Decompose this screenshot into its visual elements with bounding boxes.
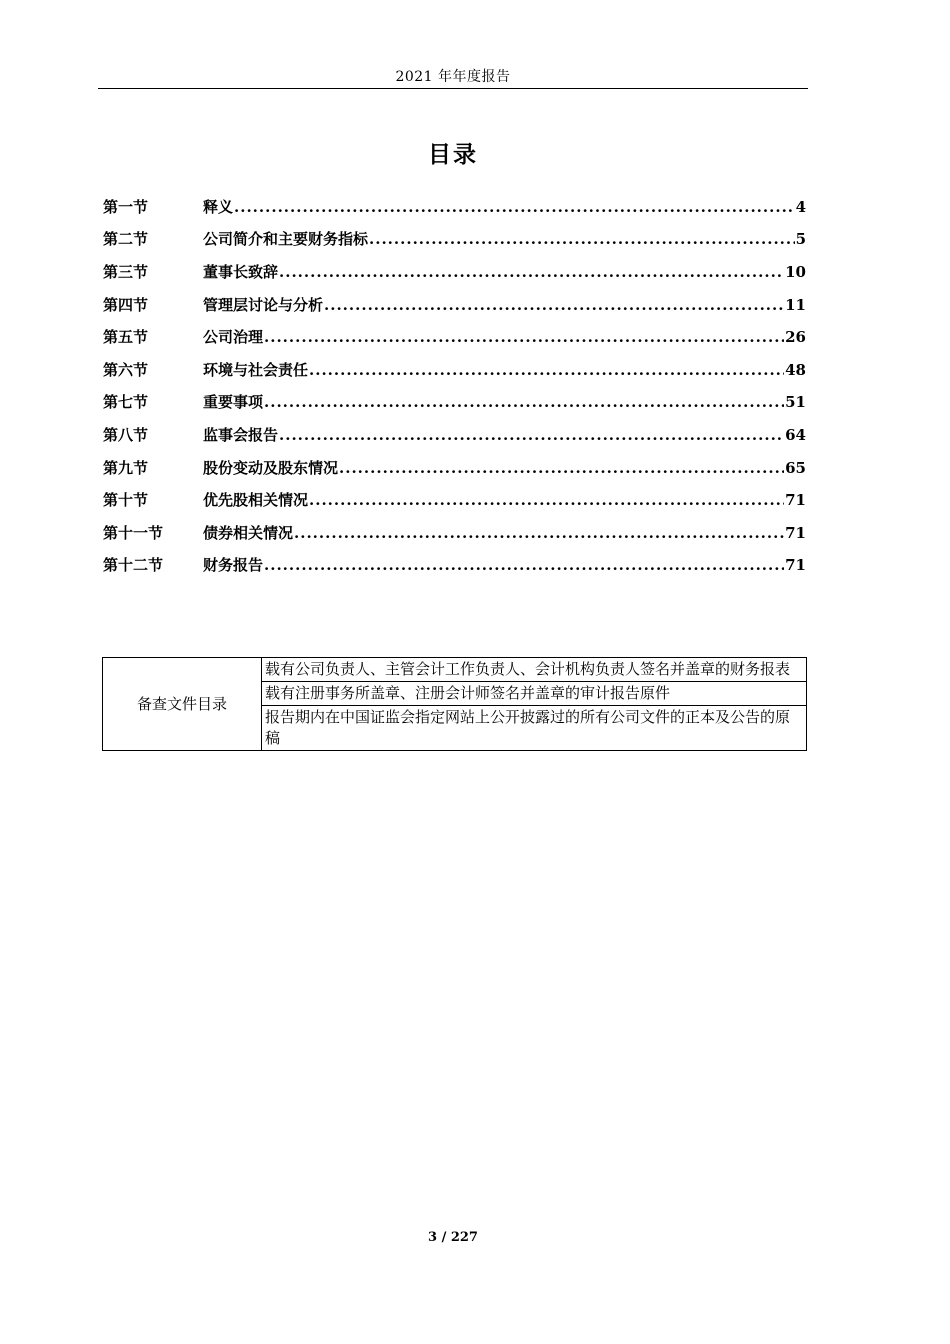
- toc-section-number: 第八节: [103, 425, 149, 444]
- toc-section-number: 第十二节: [103, 556, 164, 575]
- toc-section-name: 董事长致辞: [203, 262, 279, 281]
- toc-page-number: 11: [785, 295, 806, 314]
- header-divider: [98, 88, 808, 89]
- toc-page-number: 71: [785, 491, 806, 510]
- toc-page-number: 51: [785, 393, 806, 412]
- toc-entry[interactable]: [103, 386, 806, 419]
- toc-leader-dots: [234, 198, 795, 216]
- toc-page-number: 64: [785, 425, 806, 444]
- toc-page-number: 65: [785, 458, 806, 477]
- toc-section-name: 环境与社会责任: [203, 360, 309, 379]
- toc-page-number: 26: [785, 328, 806, 347]
- toc-leader-dots: [294, 524, 784, 542]
- table-of-contents: [103, 190, 806, 581]
- toc-leader-dots: [264, 556, 784, 574]
- toc-leader-dots: [339, 459, 784, 477]
- toc-section-name: 公司简介和主要财务指标: [203, 230, 369, 249]
- toc-page-number: 71: [785, 556, 806, 575]
- toc-entry[interactable]: [103, 418, 806, 451]
- toc-page-number: 48: [785, 360, 806, 379]
- toc-page-number: 10: [785, 262, 806, 281]
- toc-entry[interactable]: [103, 549, 806, 582]
- toc-section-name: 财务报告: [203, 556, 264, 575]
- toc-section-number: 第十节: [103, 491, 149, 510]
- reference-document-item: 载有注册事务所盖章、注册会计师签名并盖章的审计报告原件: [262, 682, 807, 706]
- toc-section-name: 重要事项: [203, 393, 264, 412]
- toc-entry[interactable]: [103, 516, 806, 549]
- toc-entry[interactable]: [103, 255, 806, 288]
- reference-document-item: 报告期内在中国证监会指定网站上公开披露过的所有公司文件的正本及公告的原稿: [262, 706, 807, 751]
- page-header: 2021 年年度报告: [395, 69, 511, 85]
- toc-entry[interactable]: [103, 223, 806, 256]
- toc-title: 目录: [428, 141, 478, 168]
- toc-page-number: 5: [795, 230, 806, 249]
- toc-section-number: 第三节: [103, 262, 149, 281]
- toc-section-name: 管理层讨论与分析: [203, 295, 324, 314]
- toc-leader-dots: [279, 263, 784, 281]
- table-row: [103, 658, 807, 682]
- toc-entry[interactable]: [103, 483, 806, 516]
- toc-leader-dots: [324, 296, 784, 314]
- toc-entry[interactable]: [103, 288, 806, 321]
- toc-leader-dots: [279, 426, 784, 444]
- toc-section-number: 第一节: [103, 197, 149, 216]
- toc-page-number: 4: [795, 197, 806, 216]
- toc-section-number: 第五节: [103, 328, 149, 347]
- toc-section-number: 第七节: [103, 393, 149, 412]
- reference-document-item: 载有公司负责人、主管会计工作负责人、会计机构负责人签名并盖章的财务报表: [262, 658, 807, 682]
- toc-leader-dots: [309, 491, 784, 509]
- toc-section-number: 第二节: [103, 230, 149, 249]
- toc-entry[interactable]: [103, 353, 806, 386]
- reference-documents-table: [102, 657, 807, 751]
- toc-entry[interactable]: [103, 320, 806, 353]
- toc-section-name: 股份变动及股东情况: [203, 458, 339, 477]
- toc-section-number: 第六节: [103, 360, 149, 379]
- toc-section-name: 公司治理: [203, 328, 264, 347]
- toc-section-number: 第十一节: [103, 523, 164, 542]
- page-number: 3 / 227: [428, 1230, 478, 1245]
- toc-section-name: 债券相关情况: [203, 523, 294, 542]
- toc-entry[interactable]: [103, 190, 806, 223]
- toc-section-name: 释义: [203, 197, 234, 216]
- toc-leader-dots: [309, 361, 784, 379]
- toc-page-number: 71: [785, 523, 806, 542]
- toc-leader-dots: [369, 230, 795, 248]
- toc-entry[interactable]: [103, 451, 806, 484]
- toc-section-name: 监事会报告: [203, 425, 279, 444]
- toc-leader-dots: [264, 328, 784, 346]
- toc-section-number: 第九节: [103, 458, 149, 477]
- toc-section-number: 第四节: [103, 295, 149, 314]
- toc-leader-dots: [264, 393, 784, 411]
- reference-documents-label: 备查文件目录: [103, 658, 262, 751]
- toc-section-name: 优先股相关情况: [203, 491, 309, 510]
